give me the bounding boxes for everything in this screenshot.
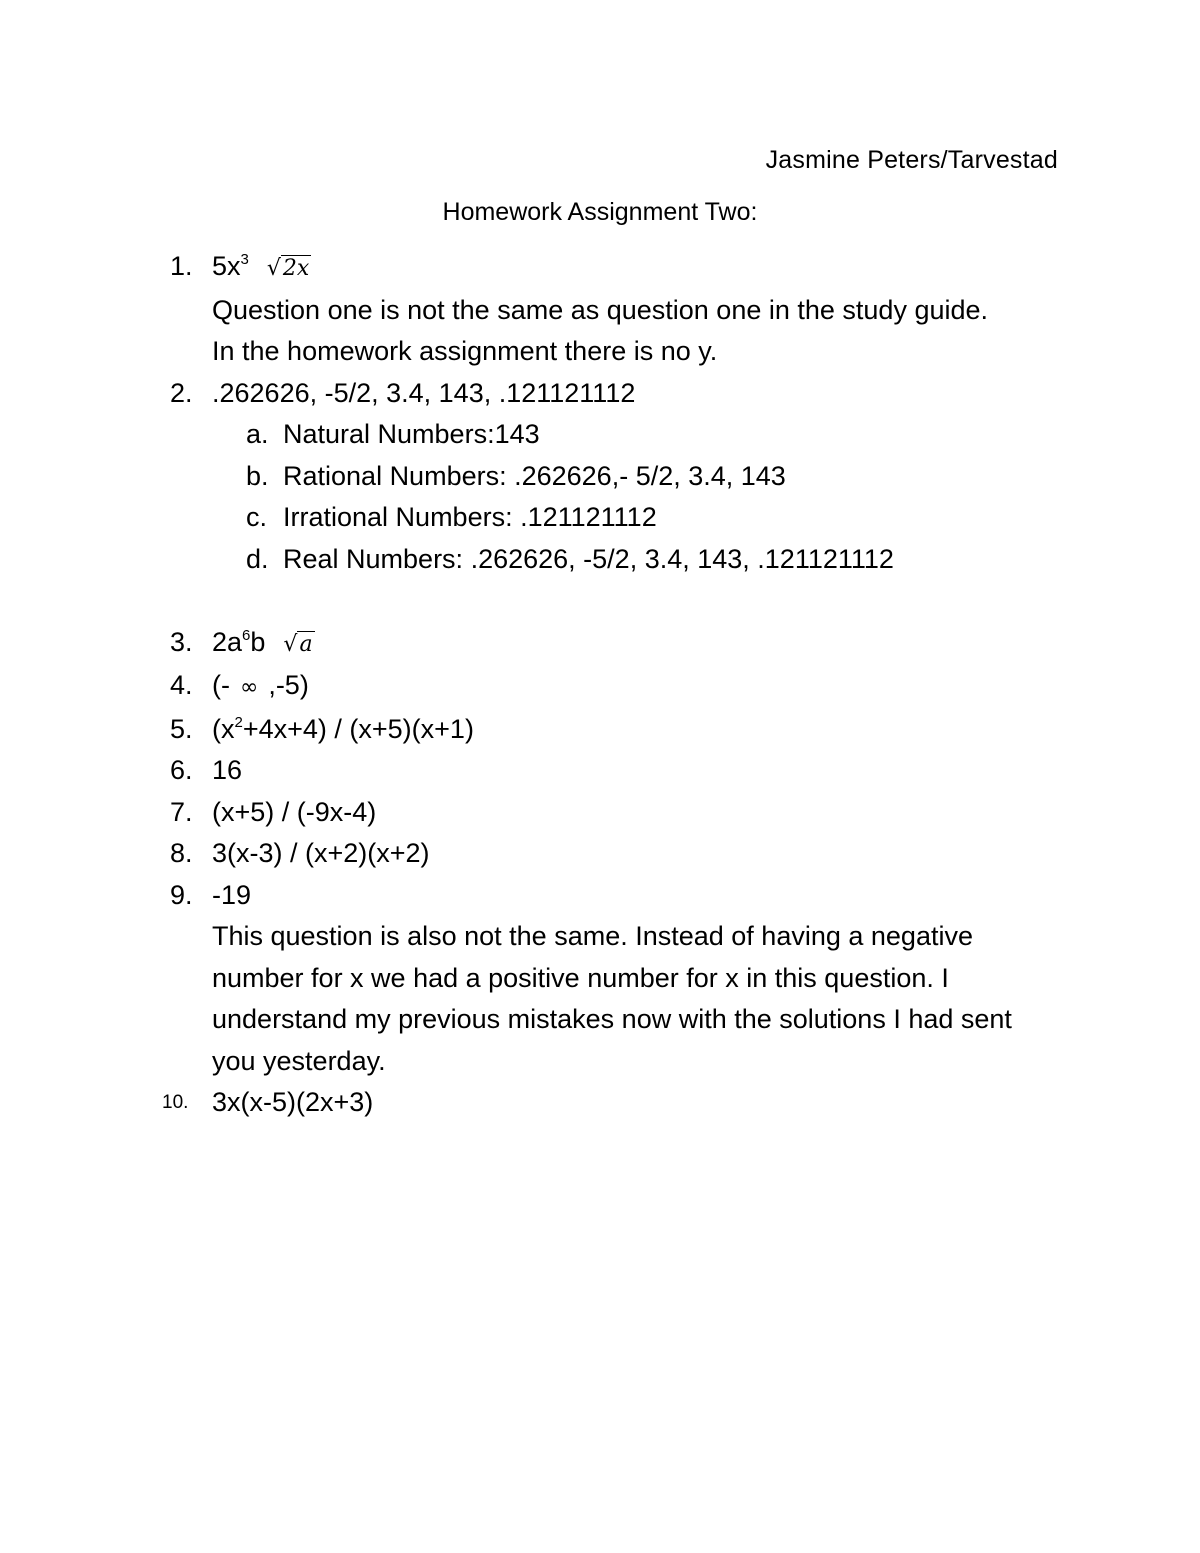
blank-line [170,580,1050,622]
answer-number: 10. [162,1092,189,1113]
part-text: Irrational Numbers: .121121112 [283,502,657,532]
part-letter: b. [246,460,269,491]
answer-2 [170,373,1050,415]
part-letter: a. [246,419,269,449]
answer-number: 8. [170,838,193,868]
part-text: Rational Numbers: .262626,- 5/2, 3.4, 143 [283,460,786,491]
answer-2-text: .262626, -5/2, 3.4, 143, .121121112 [212,377,636,408]
answer-1-exponent: 3 [240,251,249,268]
answer-2-part-a [170,414,1050,456]
answer-4-close: ,-5) [268,670,309,700]
part-letter: d. [246,543,269,574]
answer-1-note-1: Question one is not the same as question one in the study guide. [212,294,989,325]
part-letter: c. [246,502,268,532]
answer-3-post: b [250,626,266,657]
answer-9-text: -19 [212,879,252,910]
answer-2-part-d [170,539,1050,581]
answer-number: 5. [170,713,193,744]
answer-9 [170,875,1050,917]
answer-number: 6. [170,755,193,785]
square-root-symbol: √ [266,256,281,281]
answer-number: 4. [170,670,193,700]
answer-4 [170,665,1050,709]
answer-3-exponent: 6 [242,626,251,644]
answer-number: 1. [170,251,193,281]
answer-list [162,246,1050,1124]
answer-number: 3. [170,626,193,657]
infinity-symbol: ∞ [239,675,259,700]
part-text: Natural Numbers:143 [283,419,540,449]
answer-7 [170,792,1050,834]
answer-2-part-c [170,497,1050,539]
answer-7-text: (x+5) / (-9x-4) [212,796,377,827]
answer-3-radicand: a [299,631,313,657]
answer-1 [170,246,1050,290]
answer-number: 2. [170,377,193,408]
answer-2-part-b [170,456,1050,498]
answer-5 [170,709,1050,751]
answer-6 [170,750,1050,792]
answer-3 [170,622,1050,666]
answer-6-text: 16 [212,755,243,785]
document-title: Homework Assignment Two: [442,198,758,226]
answer-number: 9. [170,879,193,910]
answer-10-text: 3x(x-5)(2x+3) [212,1087,374,1117]
answer-1-note-2: In the homework assignment there is no y. [212,336,718,366]
answer-9-note: This question is also not the same. Instead of having a negative number for x we had a positive number for x in this question. I understand my previous mistakes now with the solutions I had sent you yesterday. [212,921,1012,1076]
answer-8-text: 3(x-3) / (x+2)(x+2) [212,838,430,868]
answer-3-pre: 2a [212,626,243,657]
answer-number: 7. [170,796,193,827]
answer-1-base: 5x [212,251,241,281]
answer-8 [170,833,1050,875]
answer-1-radicand: 2x [282,256,310,281]
part-text: Real Numbers: .262626, -5/2, 3.4, 143, .121121112 [283,543,894,574]
answer-5-pre: (x [212,713,235,744]
author-name: Jasmine Peters/Tarvestad [765,146,1058,174]
square-root-symbol: √ [283,631,298,657]
answer-10 [162,1082,1050,1124]
answer-5-exponent: 2 [234,713,243,731]
answer-5-post: +4x+4) / (x+5)(x+1) [242,713,474,744]
answer-4-open: (- [212,670,230,700]
